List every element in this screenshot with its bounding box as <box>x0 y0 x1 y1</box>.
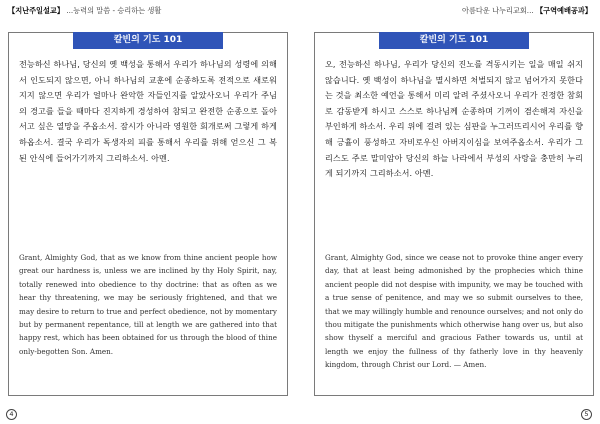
english-prayer-text: Grant, Almighty God, that as we know from thine ancient people how great our hardness is, unless we are inclined by thy Holy Spirit, nay, totally renewed into obedience to thy doctrine: that as often as we hear thy threatening, we may be seriously frightened, and that we may desire to return to true and perfect obedience, not by momentary but by permanent repentance, till at length we are gathered into that happy rest, which has been obtained for us through the blood of thine only-begotten Son. Amen. <box>19 253 277 356</box>
running-header <box>8 6 161 16</box>
prayer-title: 칼빈의 기도 101 <box>379 32 529 49</box>
prayer-title: 칼빈의 기도 101 <box>73 32 223 49</box>
page-number: 4 <box>6 409 17 420</box>
church-name: 아름다운 나누리교회... <box>462 6 536 15</box>
section-label: 【지난주일설교】 <box>8 6 65 15</box>
right-page <box>300 0 600 424</box>
prayer-frame <box>314 32 594 396</box>
korean-prayer-text: 오, 전능하신 하나님, 우리가 당신의 진노를 격동시키는 일을 매일 쉬지 않습니다. 옛 백성이 하나님을 멸시하면 처벌되지 않고 넘어가지 못한다는 것을 최소한 예언을 통해서 미리 알려 주셨사오니 우리가 진정한 참회로 감동받게 하시고 스스로 하나님께 순종하며 기꺼이 겸손해져 자신을 부인하게 하소서. 우리 위에 걸려 있는 심판을 누그러뜨리시어 우리를 향해 긍휼이 풍성하고 자비로우신 아버지이심을 보여주옵소서. 우리가 그리스도 주로 말미암아 당신의 하늘 나라에서 부성의 사랑을 충만히 누리게 되기까지 그리하소서. 아멘. <box>325 59 583 179</box>
sermon-title: ...능력의 말씀 - 승리하는 생활 <box>64 6 162 15</box>
section-label: 【구역예배공과】 <box>535 6 592 15</box>
prayer-frame <box>8 32 288 396</box>
korean-prayer-text: 전능하신 하나님, 당신의 옛 백성을 통해서 우리가 하나님의 성령에 의해서 인도되지 않으면, 아니 하나님의 교훈에 순종하도록 전적으로 새로워지지 않으면 우리가 얼마나 완악한 자들인지를 알았사오니 우리가 주님의 경고를 들을 때마다 진지하게 경성하여 참되고 완전한 순종으로 돌아서고 싶은 열망을 주옵소서. 잠시가 아니라 영원한 회개로써 그렇게 하게 하옵소서. 결국 우리가 독생자의 피를 통해서 우리를 위해 얻으신 그 복된 안식에 들어가기까지 그리하소서. 아멘. <box>19 59 277 163</box>
english-prayer-text: Grant, Almighty God, since we cease not to provoke thine anger every day, that at least being admonished by the prophecies which thine ancient people did not despise with impunity, we may be touched with a true sense of penitence, and may we so submit ourselves to thee, that we may willingly humble and renounce ourselves; and not only do thou mitigate the punishments which otherwise hang over us, but also show thyself a merciful and gracious Father towards us, until at length we enjoy the fullness of thy fatherly love in thy heavenly kingdom, through Christ our Lord. — Amen. <box>325 253 583 370</box>
page-number: 5 <box>581 409 592 420</box>
running-header <box>462 6 592 16</box>
